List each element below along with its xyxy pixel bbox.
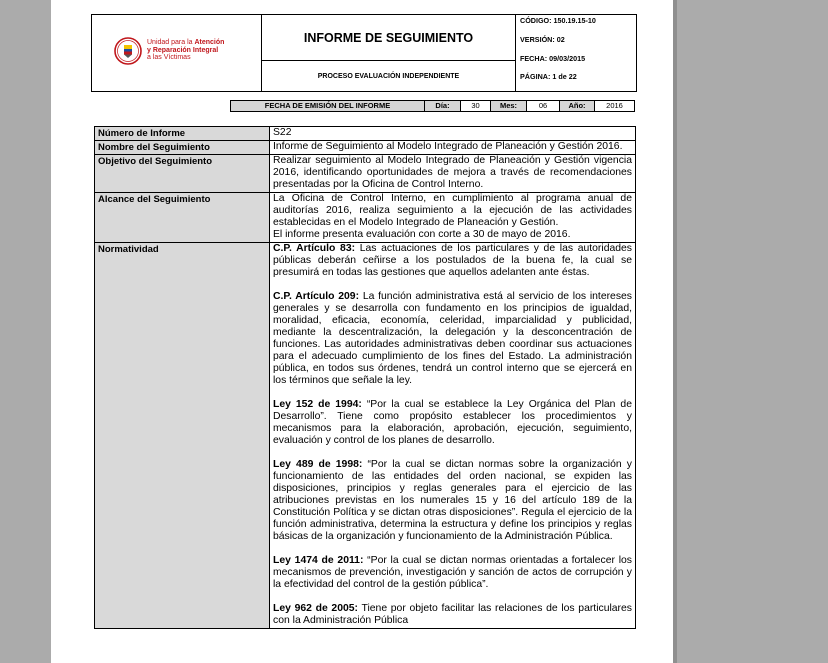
logo-cell (92, 15, 262, 91)
logo-text-line1: Unidad para la (147, 39, 193, 46)
regulation-paragraph (273, 291, 632, 387)
objective-value: Realizar seguimiento al Modelo Integrado de Planeación y Gestión vigencia 2016, identificando oportunidades de mejora a través de recomendaciones presentadas por la Oficina de Control Interno. (273, 155, 632, 190)
tracking-name-label: Nombre del Seguimiento (95, 141, 270, 154)
year-label: Año: (560, 101, 595, 111)
regulations-value (270, 243, 635, 628)
logo-text (147, 39, 224, 62)
document-page (51, 0, 673, 663)
colombia-crest-icon (114, 37, 142, 65)
regulation-paragraph (273, 243, 632, 279)
regulation-ref: Ley 1474 de 2011: (273, 555, 364, 566)
scope-paragraph-1: La Oficina de Control Interno, en cumplimiento al programa anual de auditorías 2016, realiza seguimiento a la ejecución de las actividades establecidas en el Modelo Integrado de Planeación y Gestión. (273, 193, 632, 228)
scope-label: Alcance del Seguimiento (95, 193, 270, 242)
regulation-text: Las actuaciones de los particulares y de las autoridades públicas deberán ceñirse a los postulados de la buena fe, la cual se presumirá en todas las gestiones que aquellos adelanten ante éstas. (273, 243, 633, 278)
document-header (91, 14, 637, 92)
report-number-value: S22 (273, 127, 292, 138)
regulation-ref: Ley 489 de 1998: (273, 459, 363, 470)
emission-date-bar (230, 100, 635, 112)
regulation-ref: C.P. Artículo 83: (273, 243, 356, 254)
entity-logo (114, 37, 254, 71)
report-title: INFORME DE SEGUIMIENTO (262, 15, 516, 61)
scope-paragraph-2: El informe presenta evaluación con corte a 30 de mayo de 2016. (273, 229, 571, 240)
doc-page: PÁGINA: 1 de 22 (520, 72, 577, 81)
month-value: 06 (527, 101, 560, 111)
report-info-table (94, 126, 636, 629)
regulation-paragraph (273, 399, 632, 447)
tracking-name-value: Informe de Seguimiento al Modelo Integrado de Planeación y Gestión 2016. (273, 141, 623, 152)
process-name: PROCESO EVALUACIÓN INDEPENDIENTE (262, 61, 516, 91)
regulations-label: Normatividad (95, 243, 270, 628)
table-row (95, 155, 635, 193)
regulation-paragraph (273, 603, 632, 627)
day-value: 30 (461, 101, 491, 111)
table-row (95, 141, 635, 155)
regulation-paragraph (273, 555, 632, 591)
objective-label: Objetivo del Seguimiento (95, 155, 270, 192)
table-row (95, 193, 635, 243)
regulation-text: “Por la cual se establece la Ley Orgánica del Plan de Desarrollo”. Tiene como propósito establecer los procedimientos y mecanismos para la elaboración, aprobación, ejecución, seguimiento, evaluación y control de los planes de desarrollo. (273, 399, 632, 446)
regulation-paragraph (273, 459, 632, 543)
year-value: 2016 (606, 101, 623, 110)
regulation-ref: Ley 962 de 2005: (273, 603, 358, 614)
page-shadow (673, 0, 677, 663)
doc-date: FECHA: 09/03/2015 (520, 54, 586, 63)
regulation-text: “Por la cual se dictan normas orientadas a fortalecer los mecanismos de prevención, investigación y sanción de actos de corrupción y la efectividad del control de la gestión pública”. (273, 555, 632, 590)
document-metadata (516, 15, 636, 91)
month-label: Mes: (491, 101, 527, 111)
regulation-text: “Por la cual se dictan normas sobre la organización y funcionamiento de las entidades del orden nacional, se expiden las disposiciones, principios y reglas generales para el ejercicio de las atribuciones previstas en los numerales 15 y 16 del artículo 189 de la Constitución Política y se dictan otras disposiciones”. Regula el ejercicio de la función administrativa, determina la estructura y define los principios y reglas básicas de la organización y funcionamiento de la Administración Pública. (273, 459, 632, 542)
report-number-label: Número de Informe (95, 127, 270, 140)
logo-text-line1-bold: Atención (194, 39, 225, 46)
regulation-ref: C.P. Artículo 209: (273, 291, 360, 302)
day-label: Día: (425, 101, 461, 111)
regulation-ref: Ley 152 de 1994: (273, 399, 362, 410)
table-row (95, 127, 635, 141)
doc-code: CÓDIGO: 150.19.15-10 (520, 16, 596, 25)
emission-label: FECHA DE EMISIÓN DEL INFORME (231, 101, 425, 111)
regulation-text: La función administrativa está al servicio de los intereses generales y se desarrolla con fundamento en los principios de igualdad, moralidad, eficacia, economía, celeridad, imparcialidad y publicidad, mediante la descentralización, la delegación y la desconcentración de funciones. Las autoridades administrativas deben coordinar sus actuaciones para el adecuado cumplimiento de los fines del Estado. La administración pública, en todos sus órdenes, tendrá un control interno que se ejercerá en los términos que señale la ley. (273, 291, 633, 386)
scope-value (270, 193, 635, 242)
logo-text-line3: a las Víctimas (147, 54, 191, 61)
table-row (95, 243, 635, 628)
doc-version: VERSIÓN: 02 (520, 35, 565, 44)
logo-text-line2: y Reparación Integral (147, 46, 219, 54)
regulation-text: Tiene por objeto facilitar las relaciones de los particulares con la Administración Pública (273, 603, 632, 626)
